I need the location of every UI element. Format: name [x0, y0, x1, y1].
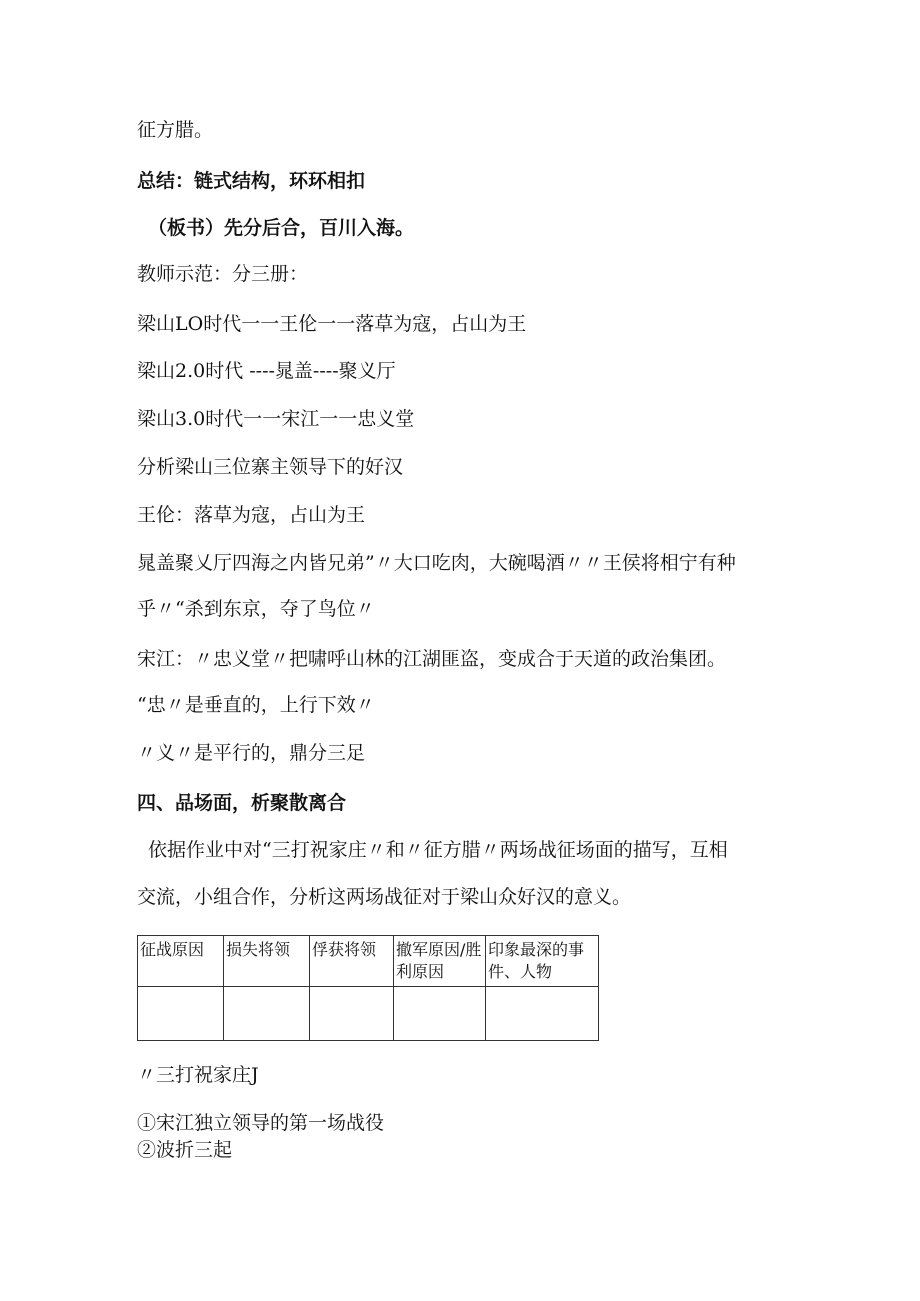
summary-heading: 总结：链式结构，环环相扣 [137, 170, 366, 192]
line-13: “忠〃是垂直的，上行下效〃 [137, 694, 375, 716]
line-9: 王伦：落草为寇，占山为王 [137, 504, 366, 526]
line-17: 交流，小组合作，分析这两场战征对于梁山众好汉的意义。 [137, 886, 632, 908]
line-18: 〃三打祝家庄J [137, 1064, 259, 1086]
line-14: 〃义〃是平行的，鼎分三足 [137, 742, 366, 764]
table-header-cell: 俘获将领 [310, 936, 394, 987]
line-4: 教师示范：分三册： [137, 263, 309, 285]
table-header-cell: 损失将领 [224, 936, 310, 987]
line-19: ①宋江独立领导的第一场战役 [137, 1112, 385, 1134]
table-cell [224, 987, 310, 1041]
section-heading-4: 四、品场面，析聚散离合 [137, 792, 347, 814]
line-1: 征方腊。 [137, 119, 214, 141]
table-header-row [138, 936, 599, 987]
table-row [138, 987, 599, 1041]
line-12: 宋江：〃忠义堂〃把啸呼山林的江湖匪盗，变成合于天道的政治集团。 [137, 648, 727, 670]
table-cell [310, 987, 394, 1041]
table-header-cell: 撤军原因/胜利原因 [394, 936, 486, 987]
line-16: 依据作业中对“三打祝家庄〃和〃征方腊〃两场战征场面的描写，互相 [148, 839, 728, 861]
table-header-cell: 印象最深的事件、人物 [486, 936, 599, 987]
line-11: 乎〃“杀到东京，夺了鸟位〃 [137, 598, 375, 620]
battle-analysis-table [137, 935, 599, 1041]
line-5: 梁山LO时代一一王伦一一落草为寇，占山为王 [137, 313, 527, 335]
line-7: 梁山3.0时代一一宋江一一忠义堂 [137, 408, 415, 430]
line-10: 晁盖聚乂厅四海之内皆兄弟”〃大口吃肉，大碗喝酒〃〃王侯将相宁有种 [137, 552, 736, 574]
table-cell [138, 987, 224, 1041]
table-header-cell: 征战原因 [138, 936, 224, 987]
board-note: （板书）先分后合，百川入海。 [148, 217, 415, 239]
table-cell [486, 987, 599, 1041]
line-6: 梁山2.0时代 ----晁盖----聚义厅 [137, 360, 396, 382]
line-8: 分析梁山三位寨主领导下的好汉 [137, 456, 404, 478]
line-20: ②波折三起 [137, 1139, 233, 1161]
table-cell [394, 987, 486, 1041]
